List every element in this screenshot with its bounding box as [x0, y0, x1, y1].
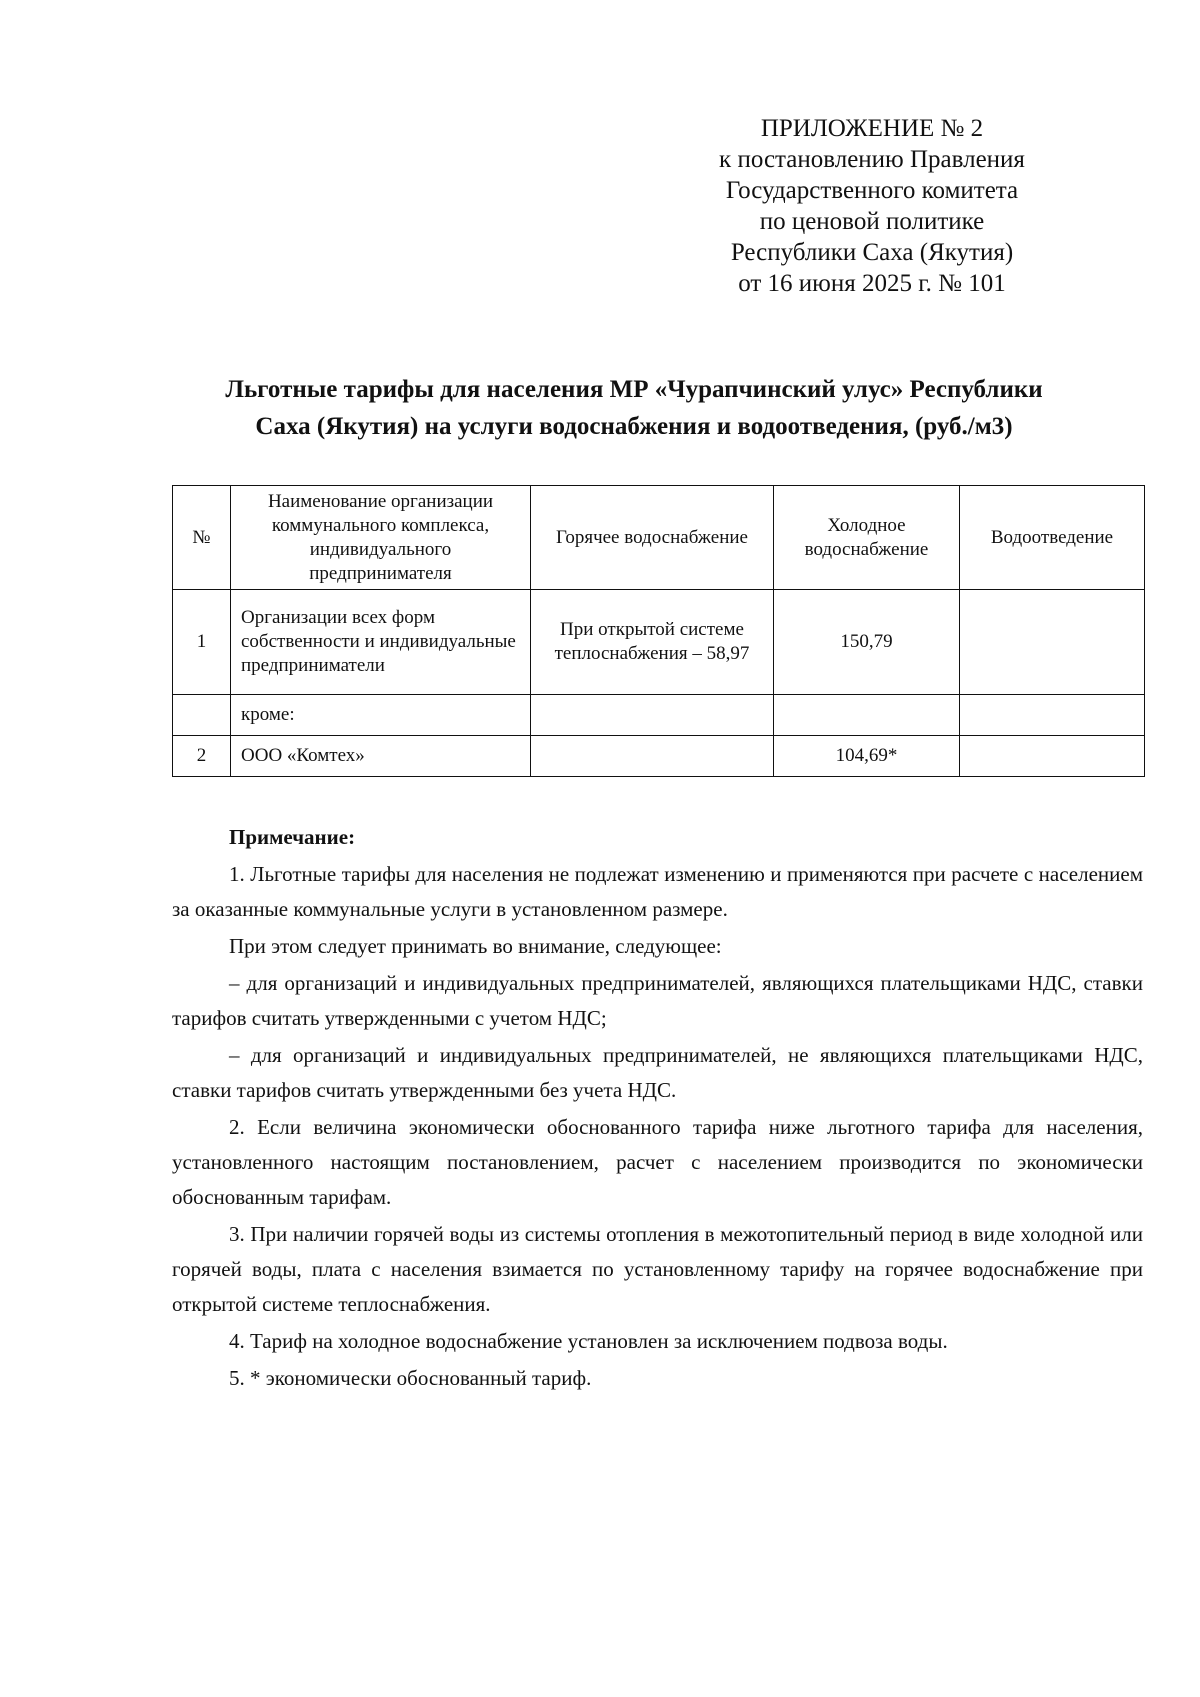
cell-hot-water: [531, 695, 774, 736]
cell-cold-water: 150,79: [774, 590, 960, 695]
cell-number: 2: [173, 736, 231, 777]
appendix-line: от 16 июня 2025 г. № 101: [738, 270, 1006, 297]
table-header-row: [173, 486, 1145, 590]
cell-sewerage: [960, 736, 1145, 777]
note-paragraph: При этом следует принимать во внимание, следующее:: [229, 934, 722, 958]
cell-cold-water: [774, 695, 960, 736]
cell-organization: кроме:: [231, 695, 531, 736]
appendix-line: по ценовой политике: [759, 208, 985, 235]
cell-organization: Организации всех форм собственности и индивидуальные предприниматели: [231, 590, 531, 695]
header-hot-water: Горячее водоснабжение: [531, 486, 774, 590]
cell-sewerage: [960, 695, 1145, 736]
note-paragraph: 3. При наличии горячей воды из системы отопления в межотопительный период в виде холодной или горячей воды, плата с населения взимается по установленному тарифу на горячее водоснабжение при открытой системе теплоснабжения.: [172, 1222, 1143, 1316]
table-row: [173, 590, 1145, 695]
cell-hot-water: При открытой системе теплоснабжения – 58,97: [531, 590, 774, 695]
note-paragraph: 4. Тариф на холодное водоснабжение установлен за исключением подвоза воды.: [229, 1329, 948, 1353]
appendix-line: к постановлению Правления: [719, 146, 1025, 173]
title-line: Льготные тарифы для населения МР «Чурапчинский улус» Республики: [225, 376, 1043, 403]
notes-heading: Примечание:: [229, 825, 356, 849]
appendix-block: [697, 113, 1047, 299]
cell-hot-water: [531, 736, 774, 777]
appendix-line: ПРИЛОЖЕНИЕ № 2: [760, 115, 984, 142]
cell-organization: ООО «Комтех»: [231, 736, 531, 777]
document-title: [150, 371, 1118, 445]
table-row: [173, 736, 1145, 777]
appendix-line: Республики Саха (Якутия): [730, 239, 1014, 266]
tariff-table: [172, 485, 1145, 777]
note-paragraph: 5. * экономически обоснованный тариф.: [229, 1366, 592, 1390]
cell-number: 1: [173, 590, 231, 695]
header-cold-water: Холодное водоснабжение: [774, 486, 960, 590]
cell-number: [173, 695, 231, 736]
note-paragraph: 1. Льготные тарифы для населения не подлежат изменению и применяются при расчете с населением за оказанные коммунальные услуги в установленном размере.: [172, 862, 1143, 921]
cell-sewerage: [960, 590, 1145, 695]
table-row: [173, 695, 1145, 736]
header-sewerage: Водоотведение: [960, 486, 1145, 590]
title-line: Саха (Якутия) на услуги водоснабжения и водоотведения, (руб./м3): [255, 413, 1013, 440]
notes-section: [172, 820, 1143, 1398]
note-paragraph: – для организаций и индивидуальных предпринимателей, не являющихся плательщиками НДС, ставки тарифов считать утвержденными без учета НДС.: [172, 1043, 1143, 1102]
cell-cold-water: 104,69*: [774, 736, 960, 777]
header-number: №: [173, 486, 231, 590]
header-organization: Наименование организации коммунального комплекса, индивидуального предпринимателя: [231, 486, 531, 590]
note-paragraph: 2. Если величина экономически обоснованного тарифа ниже льготного тарифа для населения, установленного настоящим постановлением, расчет с населением производится по экономически обоснованным тарифам.: [172, 1115, 1143, 1209]
note-paragraph: – для организаций и индивидуальных предпринимателей, являющихся плательщиками НДС, ставки тарифов считать утвержденными с учетом НДС;: [172, 971, 1143, 1030]
appendix-line: Государственного комитета: [725, 177, 1019, 204]
